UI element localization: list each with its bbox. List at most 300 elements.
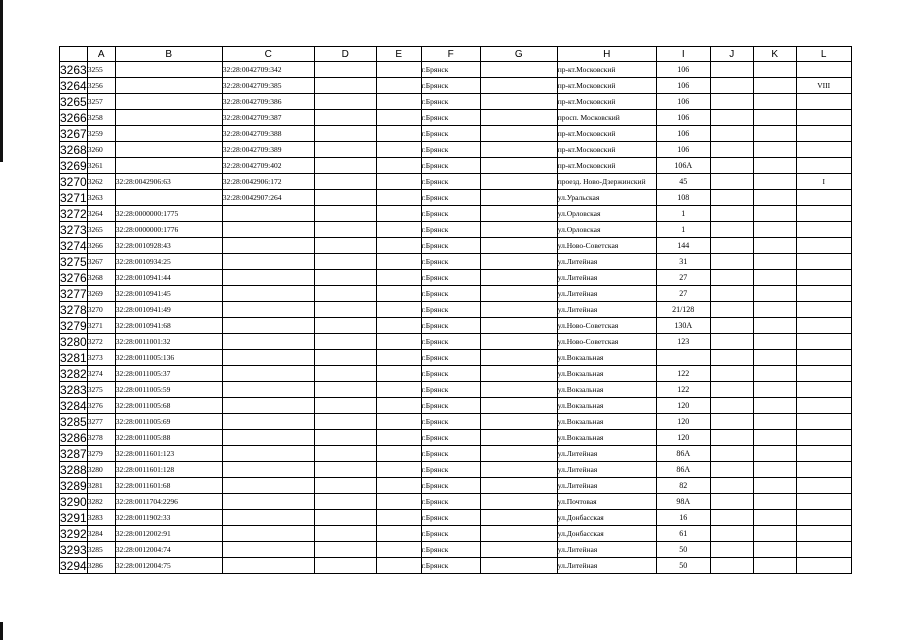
cell-j[interactable] xyxy=(710,110,753,126)
row-number[interactable] xyxy=(60,286,88,302)
cell-f[interactable] xyxy=(421,78,480,94)
row-number[interactable] xyxy=(60,462,88,478)
cell-f[interactable] xyxy=(421,350,480,366)
cell-f[interactable] xyxy=(421,318,480,334)
cell-g[interactable] xyxy=(480,542,557,558)
cell-e[interactable] xyxy=(376,62,421,78)
row-number[interactable] xyxy=(60,62,88,78)
cell-e[interactable] xyxy=(376,174,421,190)
cell-b[interactable] xyxy=(115,334,222,350)
cell-e[interactable] xyxy=(376,94,421,110)
cell-b[interactable] xyxy=(115,238,222,254)
cell-i[interactable] xyxy=(656,270,710,286)
cell-c[interactable] xyxy=(222,398,314,414)
cell-c[interactable] xyxy=(222,494,314,510)
cell-b[interactable] xyxy=(115,206,222,222)
cell-d[interactable] xyxy=(314,446,376,462)
cell-i[interactable] xyxy=(656,558,710,574)
cell-i[interactable] xyxy=(656,206,710,222)
cell-e[interactable] xyxy=(376,254,421,270)
cell-b[interactable] xyxy=(115,414,222,430)
row-number[interactable] xyxy=(60,270,88,286)
cell-k[interactable] xyxy=(753,190,796,206)
cell-l[interactable] xyxy=(796,446,851,462)
cell-a[interactable] xyxy=(87,558,115,574)
cell-f[interactable] xyxy=(421,62,480,78)
cell-k[interactable] xyxy=(753,350,796,366)
cell-f[interactable] xyxy=(421,334,480,350)
cell-d[interactable] xyxy=(314,318,376,334)
cell-e[interactable] xyxy=(376,270,421,286)
cell-f[interactable] xyxy=(421,366,480,382)
cell-j[interactable] xyxy=(710,302,753,318)
cell-j[interactable] xyxy=(710,318,753,334)
cell-c[interactable] xyxy=(222,238,314,254)
cell-c[interactable] xyxy=(222,478,314,494)
cell-d[interactable] xyxy=(314,302,376,318)
cell-d[interactable] xyxy=(314,62,376,78)
cell-b[interactable] xyxy=(115,350,222,366)
cell-b[interactable] xyxy=(115,270,222,286)
cell-e[interactable] xyxy=(376,366,421,382)
cell-d[interactable] xyxy=(314,558,376,574)
cell-h[interactable] xyxy=(557,558,656,574)
cell-c[interactable] xyxy=(222,78,314,94)
cell-a[interactable] xyxy=(87,190,115,206)
cell-i[interactable] xyxy=(656,126,710,142)
cell-g[interactable] xyxy=(480,302,557,318)
cell-h[interactable] xyxy=(557,78,656,94)
cell-a[interactable] xyxy=(87,302,115,318)
cell-g[interactable] xyxy=(480,366,557,382)
cell-c[interactable] xyxy=(222,302,314,318)
cell-c[interactable] xyxy=(222,414,314,430)
cell-d[interactable] xyxy=(314,414,376,430)
cell-k[interactable] xyxy=(753,542,796,558)
row-number[interactable] xyxy=(60,142,88,158)
cell-k[interactable] xyxy=(753,366,796,382)
cell-b[interactable] xyxy=(115,462,222,478)
cell-h[interactable] xyxy=(557,222,656,238)
cell-j[interactable] xyxy=(710,446,753,462)
cell-c[interactable] xyxy=(222,366,314,382)
cell-f[interactable] xyxy=(421,478,480,494)
cell-g[interactable] xyxy=(480,190,557,206)
cell-f[interactable] xyxy=(421,526,480,542)
cell-f[interactable] xyxy=(421,142,480,158)
cell-h[interactable] xyxy=(557,382,656,398)
cell-j[interactable] xyxy=(710,158,753,174)
cell-l[interactable] xyxy=(796,494,851,510)
cell-h[interactable] xyxy=(557,110,656,126)
cell-g[interactable] xyxy=(480,526,557,542)
cell-h[interactable] xyxy=(557,190,656,206)
cell-h[interactable] xyxy=(557,414,656,430)
cell-j[interactable] xyxy=(710,430,753,446)
cell-d[interactable] xyxy=(314,94,376,110)
cell-c[interactable] xyxy=(222,318,314,334)
cell-d[interactable] xyxy=(314,462,376,478)
cell-j[interactable] xyxy=(710,254,753,270)
cell-g[interactable] xyxy=(480,78,557,94)
cell-f[interactable] xyxy=(421,94,480,110)
cell-h[interactable] xyxy=(557,350,656,366)
cell-b[interactable] xyxy=(115,478,222,494)
cell-e[interactable] xyxy=(376,382,421,398)
column-header-e[interactable]: E xyxy=(376,47,421,62)
cell-d[interactable] xyxy=(314,286,376,302)
cell-g[interactable] xyxy=(480,142,557,158)
cell-h[interactable] xyxy=(557,334,656,350)
cell-c[interactable] xyxy=(222,558,314,574)
row-number[interactable] xyxy=(60,542,88,558)
cell-k[interactable] xyxy=(753,334,796,350)
cell-a[interactable] xyxy=(87,286,115,302)
cell-f[interactable] xyxy=(421,238,480,254)
row-number[interactable] xyxy=(60,478,88,494)
row-number[interactable] xyxy=(60,238,88,254)
cell-i[interactable] xyxy=(656,158,710,174)
cell-k[interactable] xyxy=(753,430,796,446)
cell-e[interactable] xyxy=(376,142,421,158)
cell-k[interactable] xyxy=(753,142,796,158)
cell-j[interactable] xyxy=(710,478,753,494)
cell-c[interactable] xyxy=(222,270,314,286)
cell-b[interactable] xyxy=(115,94,222,110)
cell-b[interactable] xyxy=(115,510,222,526)
cell-k[interactable] xyxy=(753,302,796,318)
column-header-i[interactable]: I xyxy=(656,47,710,62)
cell-d[interactable] xyxy=(314,254,376,270)
cell-e[interactable] xyxy=(376,318,421,334)
cell-g[interactable] xyxy=(480,126,557,142)
cell-c[interactable] xyxy=(222,462,314,478)
cell-i[interactable] xyxy=(656,494,710,510)
cell-j[interactable] xyxy=(710,78,753,94)
cell-l[interactable] xyxy=(796,398,851,414)
cell-l[interactable] xyxy=(796,366,851,382)
cell-a[interactable] xyxy=(87,126,115,142)
cell-g[interactable] xyxy=(480,254,557,270)
cell-k[interactable] xyxy=(753,126,796,142)
cell-k[interactable] xyxy=(753,558,796,574)
cell-a[interactable] xyxy=(87,494,115,510)
cell-a[interactable] xyxy=(87,174,115,190)
cell-b[interactable] xyxy=(115,62,222,78)
cell-h[interactable] xyxy=(557,62,656,78)
cell-k[interactable] xyxy=(753,510,796,526)
cell-i[interactable] xyxy=(656,302,710,318)
cell-b[interactable] xyxy=(115,286,222,302)
cell-j[interactable] xyxy=(710,526,753,542)
cell-c[interactable] xyxy=(222,334,314,350)
cell-d[interactable] xyxy=(314,366,376,382)
cell-j[interactable] xyxy=(710,62,753,78)
cell-d[interactable] xyxy=(314,382,376,398)
row-number[interactable] xyxy=(60,494,88,510)
cell-g[interactable] xyxy=(480,62,557,78)
cell-i[interactable] xyxy=(656,462,710,478)
cell-h[interactable] xyxy=(557,526,656,542)
cell-c[interactable] xyxy=(222,62,314,78)
cell-k[interactable] xyxy=(753,446,796,462)
column-header-l[interactable]: L xyxy=(796,47,851,62)
cell-i[interactable] xyxy=(656,142,710,158)
cell-l[interactable] xyxy=(796,94,851,110)
cell-e[interactable] xyxy=(376,430,421,446)
cell-h[interactable] xyxy=(557,126,656,142)
column-header-c[interactable]: C xyxy=(222,47,314,62)
cell-l[interactable] xyxy=(796,174,851,190)
cell-a[interactable] xyxy=(87,142,115,158)
cell-h[interactable] xyxy=(557,94,656,110)
cell-l[interactable] xyxy=(796,270,851,286)
column-header-b[interactable]: B xyxy=(115,47,222,62)
cell-e[interactable] xyxy=(376,398,421,414)
cell-d[interactable] xyxy=(314,542,376,558)
cell-e[interactable] xyxy=(376,302,421,318)
cell-l[interactable] xyxy=(796,430,851,446)
cell-l[interactable] xyxy=(796,254,851,270)
cell-b[interactable] xyxy=(115,190,222,206)
row-number[interactable] xyxy=(60,446,88,462)
cell-f[interactable] xyxy=(421,430,480,446)
cell-k[interactable] xyxy=(753,158,796,174)
cell-h[interactable] xyxy=(557,478,656,494)
cell-c[interactable] xyxy=(222,190,314,206)
cell-i[interactable] xyxy=(656,398,710,414)
cell-c[interactable] xyxy=(222,286,314,302)
cell-c[interactable] xyxy=(222,94,314,110)
cell-h[interactable] xyxy=(557,302,656,318)
cell-d[interactable] xyxy=(314,190,376,206)
cell-d[interactable] xyxy=(314,478,376,494)
cell-e[interactable] xyxy=(376,110,421,126)
cell-k[interactable] xyxy=(753,318,796,334)
cell-i[interactable] xyxy=(656,62,710,78)
cell-k[interactable] xyxy=(753,238,796,254)
cell-g[interactable] xyxy=(480,318,557,334)
cell-h[interactable] xyxy=(557,158,656,174)
cell-f[interactable] xyxy=(421,382,480,398)
cell-b[interactable] xyxy=(115,542,222,558)
cell-k[interactable] xyxy=(753,222,796,238)
row-number[interactable] xyxy=(60,206,88,222)
cell-j[interactable] xyxy=(710,366,753,382)
cell-b[interactable] xyxy=(115,382,222,398)
row-number[interactable] xyxy=(60,94,88,110)
cell-e[interactable] xyxy=(376,334,421,350)
cell-a[interactable] xyxy=(87,254,115,270)
cell-h[interactable] xyxy=(557,174,656,190)
row-number[interactable] xyxy=(60,318,88,334)
column-header-a[interactable]: A xyxy=(87,47,115,62)
cell-k[interactable] xyxy=(753,78,796,94)
cell-d[interactable] xyxy=(314,78,376,94)
column-header-corner[interactable] xyxy=(60,47,88,62)
cell-j[interactable] xyxy=(710,206,753,222)
cell-i[interactable] xyxy=(656,542,710,558)
cell-b[interactable] xyxy=(115,110,222,126)
cell-i[interactable] xyxy=(656,78,710,94)
cell-l[interactable] xyxy=(796,110,851,126)
cell-i[interactable] xyxy=(656,446,710,462)
row-number[interactable] xyxy=(60,526,88,542)
cell-c[interactable] xyxy=(222,110,314,126)
cell-j[interactable] xyxy=(710,174,753,190)
column-header-f[interactable]: F xyxy=(421,47,480,62)
cell-g[interactable] xyxy=(480,206,557,222)
cell-g[interactable] xyxy=(480,350,557,366)
row-number[interactable] xyxy=(60,334,88,350)
cell-l[interactable] xyxy=(796,350,851,366)
cell-h[interactable] xyxy=(557,542,656,558)
cell-b[interactable] xyxy=(115,446,222,462)
cell-g[interactable] xyxy=(480,110,557,126)
cell-k[interactable] xyxy=(753,110,796,126)
cell-g[interactable] xyxy=(480,478,557,494)
cell-e[interactable] xyxy=(376,190,421,206)
cell-k[interactable] xyxy=(753,286,796,302)
cell-g[interactable] xyxy=(480,510,557,526)
cell-g[interactable] xyxy=(480,238,557,254)
cell-d[interactable] xyxy=(314,126,376,142)
cell-j[interactable] xyxy=(710,558,753,574)
cell-e[interactable] xyxy=(376,414,421,430)
cell-k[interactable] xyxy=(753,494,796,510)
cell-b[interactable] xyxy=(115,78,222,94)
cell-i[interactable] xyxy=(656,238,710,254)
cell-h[interactable] xyxy=(557,446,656,462)
cell-f[interactable] xyxy=(421,286,480,302)
cell-k[interactable] xyxy=(753,254,796,270)
cell-g[interactable] xyxy=(480,286,557,302)
cell-a[interactable] xyxy=(87,62,115,78)
cell-b[interactable] xyxy=(115,558,222,574)
cell-l[interactable] xyxy=(796,190,851,206)
cell-d[interactable] xyxy=(314,510,376,526)
cell-d[interactable] xyxy=(314,238,376,254)
cell-b[interactable] xyxy=(115,222,222,238)
row-number[interactable] xyxy=(60,78,88,94)
cell-i[interactable] xyxy=(656,350,710,366)
cell-l[interactable] xyxy=(796,318,851,334)
cell-b[interactable] xyxy=(115,398,222,414)
cell-c[interactable] xyxy=(222,142,314,158)
cell-l[interactable] xyxy=(796,542,851,558)
cell-i[interactable] xyxy=(656,526,710,542)
cell-k[interactable] xyxy=(753,398,796,414)
cell-f[interactable] xyxy=(421,494,480,510)
cell-b[interactable] xyxy=(115,366,222,382)
cell-a[interactable] xyxy=(87,446,115,462)
cell-d[interactable] xyxy=(314,110,376,126)
cell-b[interactable] xyxy=(115,494,222,510)
cell-k[interactable] xyxy=(753,270,796,286)
row-number[interactable] xyxy=(60,398,88,414)
cell-l[interactable] xyxy=(796,558,851,574)
cell-j[interactable] xyxy=(710,462,753,478)
cell-c[interactable] xyxy=(222,510,314,526)
cell-k[interactable] xyxy=(753,206,796,222)
cell-l[interactable] xyxy=(796,462,851,478)
cell-f[interactable] xyxy=(421,398,480,414)
cell-l[interactable] xyxy=(796,222,851,238)
cell-a[interactable] xyxy=(87,334,115,350)
cell-l[interactable] xyxy=(796,286,851,302)
cell-g[interactable] xyxy=(480,94,557,110)
cell-l[interactable] xyxy=(796,414,851,430)
cell-k[interactable] xyxy=(753,478,796,494)
cell-a[interactable] xyxy=(87,542,115,558)
cell-f[interactable] xyxy=(421,206,480,222)
cell-a[interactable] xyxy=(87,350,115,366)
cell-g[interactable] xyxy=(480,382,557,398)
column-header-d[interactable]: D xyxy=(314,47,376,62)
cell-c[interactable] xyxy=(222,158,314,174)
cell-d[interactable] xyxy=(314,494,376,510)
cell-l[interactable] xyxy=(796,206,851,222)
cell-b[interactable] xyxy=(115,526,222,542)
cell-e[interactable] xyxy=(376,478,421,494)
cell-b[interactable] xyxy=(115,126,222,142)
cell-h[interactable] xyxy=(557,206,656,222)
row-number[interactable] xyxy=(60,350,88,366)
cell-b[interactable] xyxy=(115,318,222,334)
cell-j[interactable] xyxy=(710,270,753,286)
row-number[interactable] xyxy=(60,190,88,206)
row-number[interactable] xyxy=(60,510,88,526)
cell-j[interactable] xyxy=(710,286,753,302)
cell-d[interactable] xyxy=(314,334,376,350)
cell-j[interactable] xyxy=(710,350,753,366)
cell-e[interactable] xyxy=(376,526,421,542)
cell-h[interactable] xyxy=(557,398,656,414)
cell-h[interactable] xyxy=(557,366,656,382)
cell-e[interactable] xyxy=(376,206,421,222)
cell-i[interactable] xyxy=(656,382,710,398)
cell-c[interactable] xyxy=(222,174,314,190)
column-header-h[interactable]: H xyxy=(557,47,656,62)
cell-j[interactable] xyxy=(710,414,753,430)
cell-f[interactable] xyxy=(421,158,480,174)
cell-j[interactable] xyxy=(710,222,753,238)
row-number[interactable] xyxy=(60,382,88,398)
cell-b[interactable] xyxy=(115,430,222,446)
cell-i[interactable] xyxy=(656,318,710,334)
cell-h[interactable] xyxy=(557,462,656,478)
cell-f[interactable] xyxy=(421,446,480,462)
cell-k[interactable] xyxy=(753,62,796,78)
column-header-k[interactable]: K xyxy=(753,47,796,62)
cell-c[interactable] xyxy=(222,126,314,142)
cell-h[interactable] xyxy=(557,318,656,334)
cell-l[interactable] xyxy=(796,478,851,494)
cell-k[interactable] xyxy=(753,382,796,398)
row-number[interactable] xyxy=(60,110,88,126)
cell-d[interactable] xyxy=(314,174,376,190)
cell-d[interactable] xyxy=(314,526,376,542)
cell-l[interactable] xyxy=(796,158,851,174)
cell-l[interactable] xyxy=(796,238,851,254)
cell-i[interactable] xyxy=(656,478,710,494)
cell-j[interactable] xyxy=(710,126,753,142)
cell-e[interactable] xyxy=(376,126,421,142)
cell-c[interactable] xyxy=(222,382,314,398)
cell-c[interactable] xyxy=(222,206,314,222)
cell-a[interactable] xyxy=(87,366,115,382)
cell-d[interactable] xyxy=(314,398,376,414)
